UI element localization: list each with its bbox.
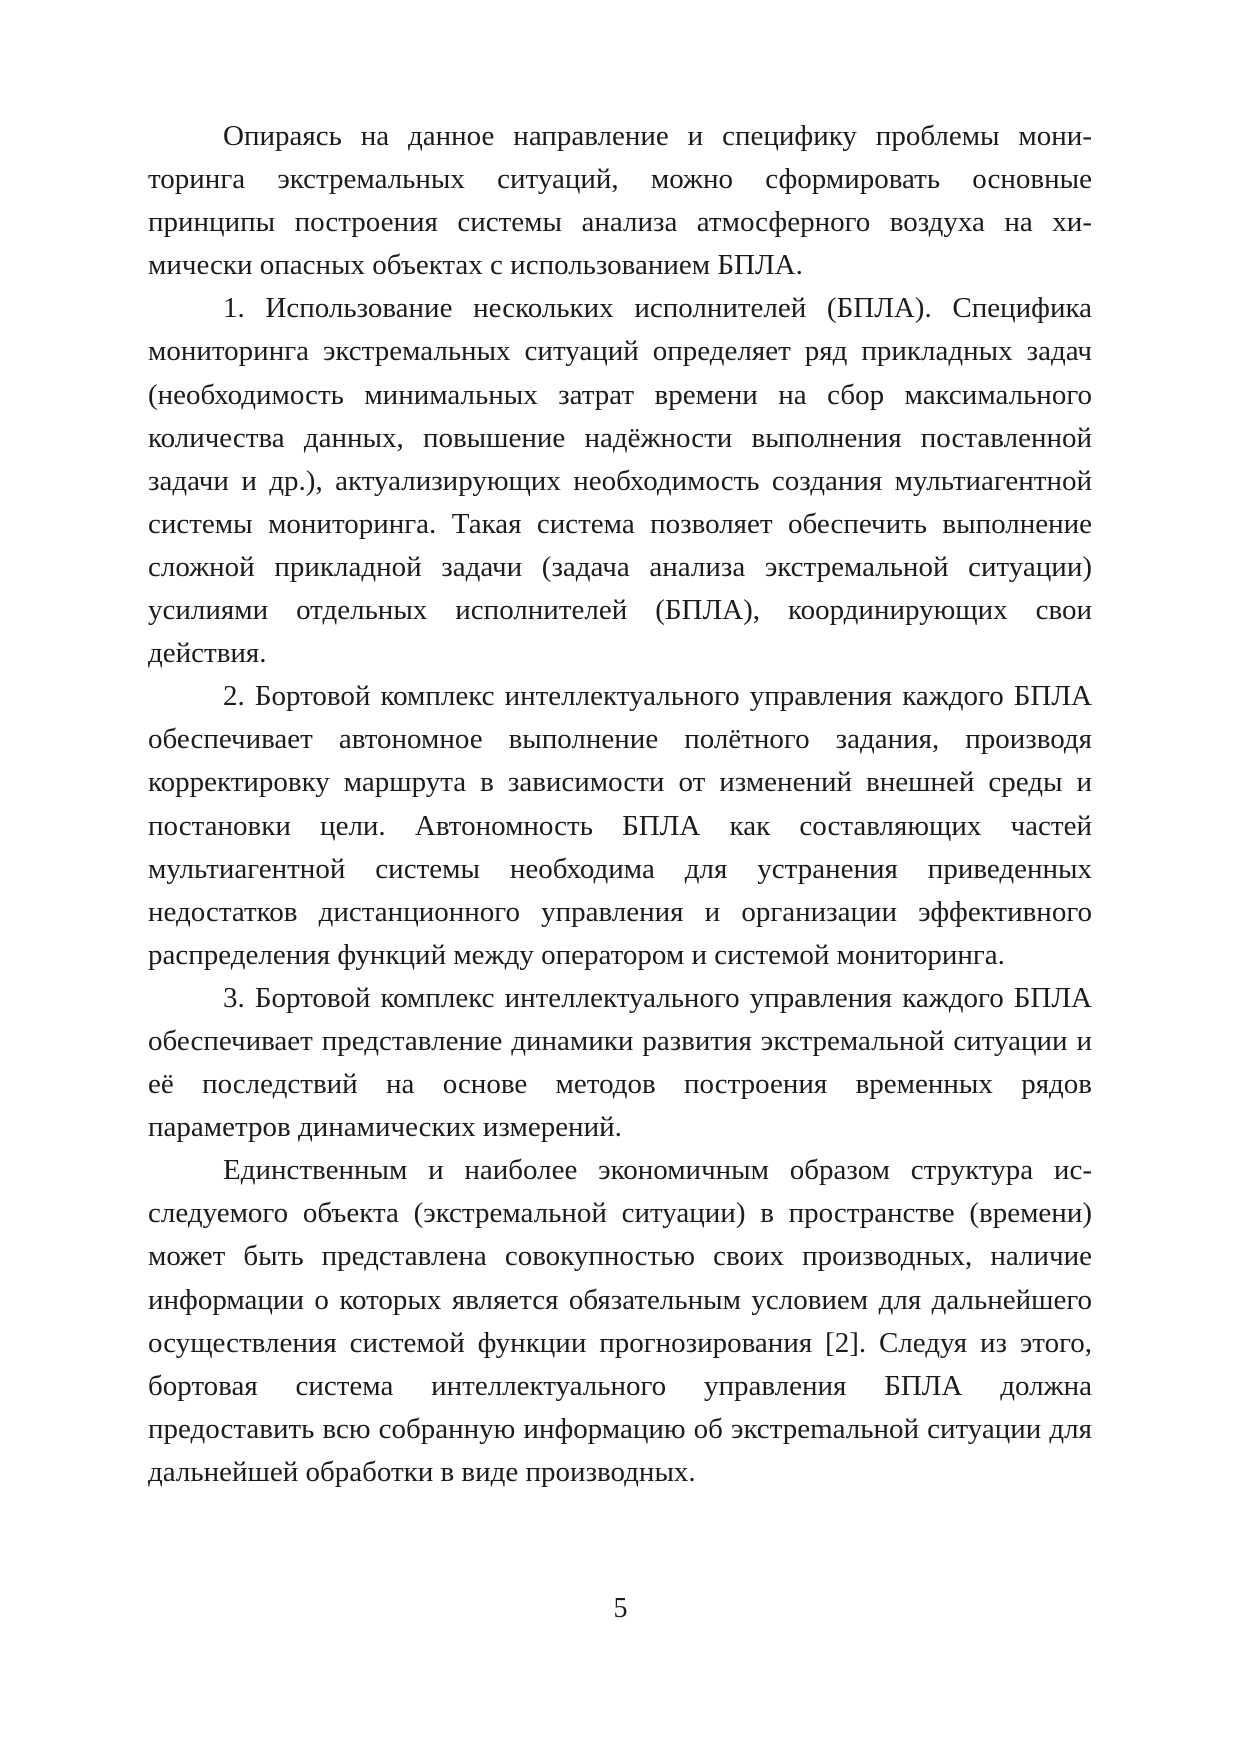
paragraph-principle-3: 3. Бортовой комплекс интеллектуального управления каждого БПЛА обеспечивает представление динамики развития экстремальной ситуации и её последствий на основе методов построения временных рядов параметров динамических измерений.	[148, 981, 1092, 1144]
page-number: 5	[613, 1593, 628, 1624]
paragraph-conclusion: Единственным и наиболее экономичным образом структура исследуемого объекта (экстремальной ситуации) в пространстве (времени) может быть представлена совокупностью своих производных, наличие информации о которых является обязательным условием для дальнейшего осуществления системой функции прогнозирования [2]. Следуя из этого, бортовая система интеллектуального управления БПЛА должна предоставить всю собранную информацию об экстреmальной ситуации для дальнейшей обработки в виде производных.	[148, 1154, 1092, 1488]
paragraph-intro: Опираясь на данное направление и специфику проблемы мониторинга экстремальных ситуаций, можно сформировать основные принципы построения системы анализа атмосферного воздуха на химически опасных объектах с использованием БПЛА.	[148, 120, 1092, 282]
paragraph-principle-2: 2. Бортовой комплекс интеллектуального управления каждого БПЛА обеспечивает автономное выполнение полётного задания, производя корректировку маршрута в зависимости от изменений внешней среды и постановки цели. Автономность БПЛА как составляющих частей мультиагентной системы необходима для устранения приведенных недостатков дистанционного управления и организации эффективного распределения функций между оператором и системой мониторинга.	[148, 680, 1092, 971]
body-text	[148, 115, 1092, 1494]
paragraph-principle-1: 1. Использование нескольких исполнителей (БПЛА). Специфика мониторинга экстремальных ситуаций определяет ряд прикладных задач (необходимость минимальных затрат времени на сбор максимального количества данных, повышение надёжности выполнения поставленной задачи и др.), актуализирующих необходимость создания мультиагентной системы мониторинга. Такая система позволяет обеспечить выполнение сложной прикладной задачи (задача анализа экстремальной ситуации) усилиями отдельных исполнителей (БПЛА), координирующих свои действия.	[148, 292, 1092, 670]
